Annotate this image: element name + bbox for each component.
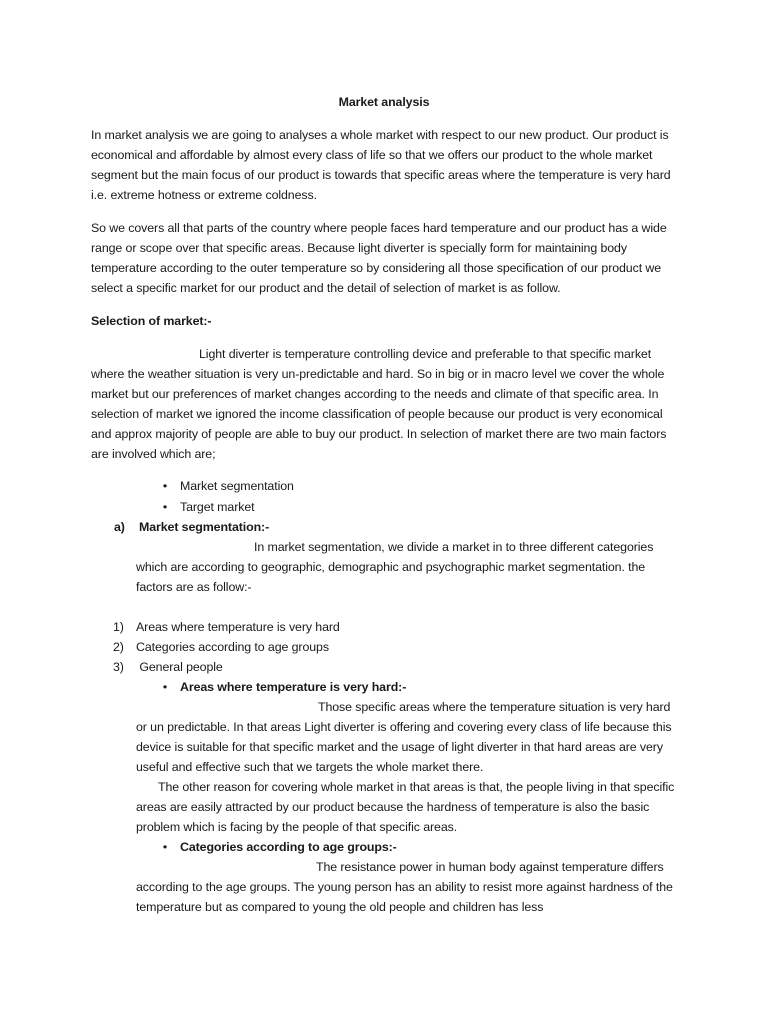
bullet-text: Market segmentation <box>180 479 294 493</box>
document-title: Market analysis <box>338 95 430 109</box>
bullet-dot: • <box>162 680 168 694</box>
bullet-dot: • <box>162 479 168 493</box>
segmentation-paragraph: In market segmentation, we divide a market in to three different categories which are according to geographic, demographic and psychographic market segmentation. the factors are as follow:- <box>136 540 654 594</box>
coverage-paragraph: So we covers all that parts of the country where people faces hard temperature and our product has a wide range or scope over that specific areas. Because light diverter is specially form for maintaining body temperature according to the outer temperature so by considering all those specification of our product we select a specific market for our product and the detail of selection of market is as follow. <box>91 221 667 295</box>
sub-heading-mark: a) <box>114 520 125 534</box>
numbered-mark: 1) <box>113 620 124 634</box>
selection-paragraph: Light diverter is temperature controlling device and preferable to that specific market where the weather situation is very un-predictable and hard. So in big or in macro level we cover the whole market but our preferences of market changes according to the needs and climate of that specific area. In selection of market we ignored the income classification of people because our product is very economical and approx majority of people are able to buy our product. In selection of market there are two main factors are involved which are; <box>91 347 667 461</box>
bullet-dot: • <box>162 840 168 854</box>
numbered-mark: 3) <box>113 660 124 674</box>
bullet-text: Areas where temperature is very hard:- <box>180 680 407 694</box>
numbered-mark: 2) <box>113 640 124 654</box>
sub-heading-text: Market segmentation:- <box>139 520 270 534</box>
bullet-text: Categories according to age groups:- <box>180 840 397 854</box>
intro-paragraph: In market analysis we are going to analyses a whole market with respect to our new product. Our product is economical and affordable by almost every class of life so that we offers our product to the whole market segment but the main focus of our product is towards that specific areas where the temperature is very hard i.e. extreme hotness or extreme coldness. <box>91 128 671 202</box>
areas-paragraph: Those specific areas where the temperature situation is very hard or un predictable. In that areas Light diverter is offering and covering every class of life because this device is suitable for that specific market and the usage of light diverter in that hard areas are very useful and effective such that we targets the whole market there. <box>136 700 672 774</box>
numbered-text: Categories according to age groups <box>136 640 329 654</box>
numbered-text: General people <box>136 660 223 674</box>
age-paragraph: The resistance power in human body against temperature differs according to the age groups. The young person has an ability to resist more against hardness of the temperature but as compared to young the old people and children has less <box>136 860 673 914</box>
bullet-text: Target market <box>180 500 255 514</box>
selection-heading: Selection of market:- <box>91 314 212 328</box>
bullet-dot: • <box>162 500 168 514</box>
areas-paragraph-2: The other reason for covering whole market in that areas is that, the people living in that specific areas are easily attracted by our product because the hardness of temperature is also the basic problem which is facing by the people of that specific areas. <box>136 780 675 834</box>
numbered-text: Areas where temperature is very hard <box>136 620 340 634</box>
